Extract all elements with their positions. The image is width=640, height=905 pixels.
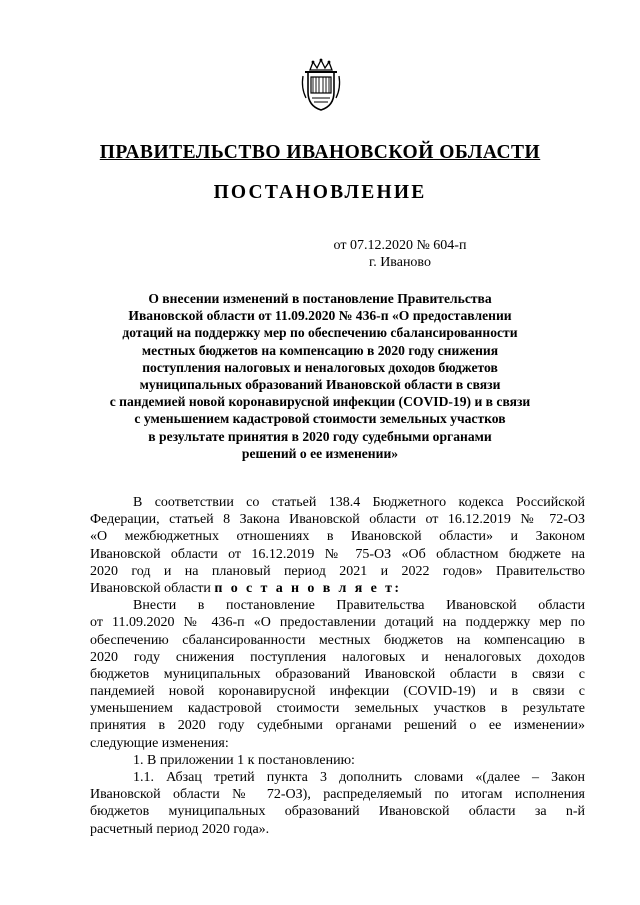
body-line: бюджетов муниципальных образований Ивановской области в связи с bbox=[90, 666, 585, 682]
body-line bbox=[90, 580, 585, 597]
organization-title: ПРАВИТЕЛЬСТВО ИВАНОВСКОЙ ОБЛАСТИ bbox=[99, 142, 541, 163]
body-line: бюджетов муниципальных образований Ивановской области за n-й bbox=[90, 804, 585, 820]
body-text: Ивановской области bbox=[90, 580, 215, 596]
city: г. Иваново bbox=[369, 255, 431, 270]
body-line: от 11.09.2020 № 436-п «О предоставлении дотаций на поддержку мер по bbox=[90, 615, 585, 631]
body-line: 1. В приложении 1 к постановлению: bbox=[133, 752, 355, 768]
subject-line: муниципальных образований Ивановской области в связи bbox=[139, 377, 501, 393]
body-line: Ивановской области № 72-ОЗ), распределяемый по итогам исполнения bbox=[90, 787, 585, 803]
body-line: уменьшением кадастровой стоимости земельных участков в результате bbox=[90, 701, 585, 717]
document-subject bbox=[90, 290, 550, 462]
subject-line: в результате принятия в 2020 году судебными органами bbox=[148, 428, 492, 444]
body-line: обеспечению сбалансированности местных бюджетов на компенсацию в bbox=[90, 632, 585, 648]
subject-line: О внесении изменений в постановление Правительства bbox=[148, 291, 492, 306]
document-type: ПОСТАНОВЛЕНИЕ bbox=[213, 182, 427, 203]
resolves-word: п о с т а н о в л я е т: bbox=[214, 580, 402, 596]
body-line: 1.1. Абзац третий пункта 3 дополнить словами «(далее – Закон bbox=[133, 770, 585, 785]
subject-line: дотаций на поддержку мер по обеспечению сбалансированности bbox=[122, 325, 518, 341]
body-line: Федерации, статьей 8 Закона Ивановской области от 16.12.2019 № 72-ОЗ bbox=[90, 512, 585, 528]
document-body bbox=[90, 494, 585, 838]
body-line: 2020 год и на плановый период 2021 и 2022 годов» Правительство bbox=[90, 563, 585, 579]
subject-line: с уменьшением кадастровой стоимости земельных участков bbox=[134, 411, 506, 427]
body-line: следующие изменения: bbox=[90, 735, 229, 751]
coat-of-arms-icon bbox=[300, 58, 342, 112]
subject-line: поступления налоговых и неналоговых доходов бюджетов bbox=[142, 359, 498, 375]
subject-line: Ивановской области от 11.09.2020 № 436-п «О предоставлении bbox=[128, 308, 512, 324]
subject-line: местных бюджетов на компенсацию в 2020 году снижения bbox=[141, 342, 499, 358]
body-line: пандемией новой коронавирусной инфекции (COVID-19) и в связи с bbox=[90, 684, 585, 700]
body-line: Внести в постановление Правительства Ивановской области bbox=[133, 598, 585, 614]
date-number: от 07.12.2020 № 604-п bbox=[333, 238, 467, 253]
subject-line: решений о ее изменении» bbox=[241, 445, 399, 461]
body-line: В соответствии со статьей 138.4 Бюджетного кодекса Российской bbox=[133, 495, 585, 510]
body-line: 2020 году снижения поступления налоговых и неналоговых доходов bbox=[90, 649, 585, 665]
body-line: расчетный период 2020 года». bbox=[90, 821, 270, 837]
body-line: «О межбюджетных отношениях в Ивановской области» и Законом bbox=[90, 529, 585, 545]
subject-line: с пандемией новой коронавирусной инфекции (COVID-19) и в связи bbox=[109, 394, 531, 410]
body-line: принятия в 2020 году судебными органами решений о ее изменении» bbox=[90, 718, 585, 734]
body-line: Ивановской области от 16.12.2019 № 75-ОЗ «Об областном бюджете на bbox=[90, 546, 585, 562]
